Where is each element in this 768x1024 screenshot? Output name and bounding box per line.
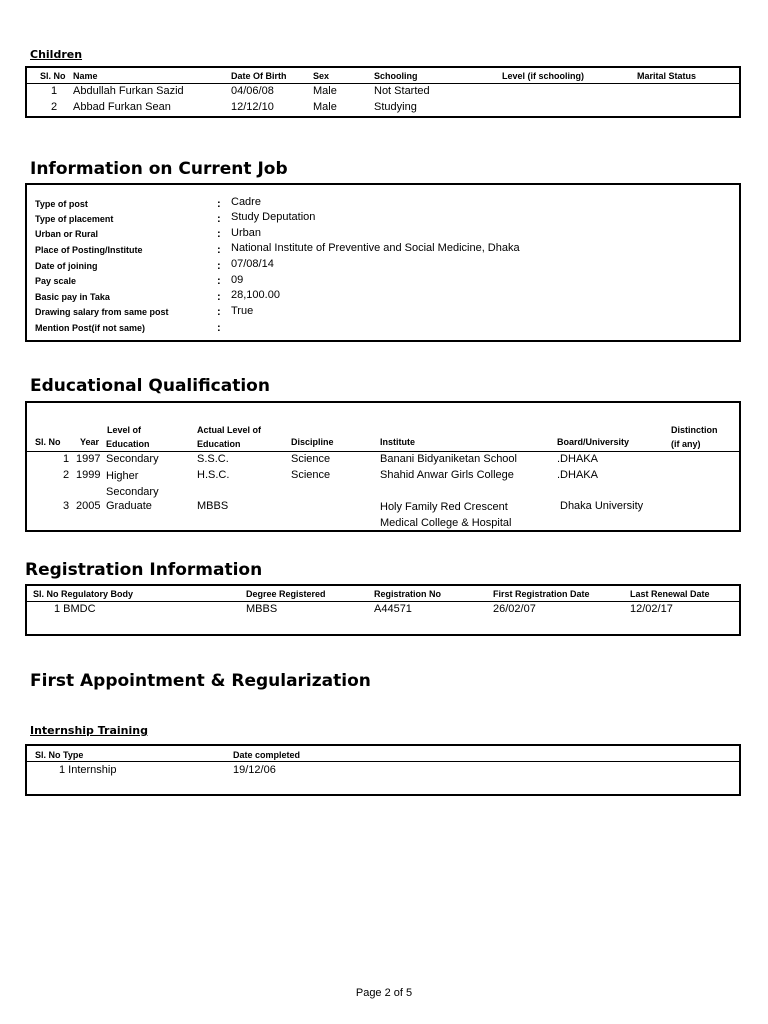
edu-year: 1999 <box>76 469 101 481</box>
edu-level: Secondary <box>106 453 159 465</box>
edu-year: 1997 <box>76 453 101 465</box>
edu-institute-line2: Medical College & Hospital <box>380 517 512 529</box>
edu-level: Graduate <box>106 500 152 512</box>
education-title: Educational Qualification <box>30 376 270 396</box>
col-header-distinction-line2: (if any) <box>671 439 701 449</box>
appointment-title: First Appointment & Regularization <box>30 671 371 691</box>
reg-renewal-date: 12/02/17 <box>630 603 673 615</box>
col-header-level: Level (if schooling) <box>502 71 585 81</box>
field-value: True <box>231 305 254 317</box>
col-header-schooling: Schooling <box>374 71 418 81</box>
child-sl: 1 <box>51 85 58 97</box>
child-dob: 12/12/10 <box>231 101 274 113</box>
field-colon: : <box>217 322 221 334</box>
field-value: Urban <box>231 227 261 239</box>
edu-discipline: Science <box>291 469 331 481</box>
child-dob: 04/06/08 <box>231 85 274 97</box>
col-header-reg-no: Registration No <box>374 589 442 599</box>
edu-institute: Holy Family Red Crescent <box>380 501 508 513</box>
col-header-name: Name <box>73 71 98 81</box>
field-label: Place of Posting/Institute <box>35 245 143 255</box>
field-label: Type of placement <box>35 214 114 224</box>
col-header-sl-regulatory-body: Sl. No Regulatory Body <box>33 589 134 599</box>
child-name: Abdullah Furkan Sazid <box>73 85 184 97</box>
header-divider <box>27 451 739 452</box>
field-colon: : <box>217 275 221 287</box>
children-table <box>25 66 741 118</box>
child-sl: 2 <box>51 101 58 113</box>
col-header-level-line2: Education <box>106 439 150 449</box>
edu-level-line2: Secondary <box>106 486 159 498</box>
col-header-sl-no: Sl. No <box>40 71 66 81</box>
col-header-sl-no: Sl. No <box>35 437 61 447</box>
child-schooling: Not Started <box>374 85 430 97</box>
reg-number: A44571 <box>374 603 412 615</box>
col-header-first-reg-date: First Registration Date <box>493 589 590 599</box>
col-header-sex: Sex <box>313 71 330 81</box>
field-label: Mention Post(if not same) <box>35 323 145 333</box>
field-value: 07/08/14 <box>231 258 274 270</box>
edu-sl: 3 <box>63 500 70 512</box>
internship-sl-type: 1 Internship <box>59 764 117 776</box>
field-label: Basic pay in Taka <box>35 292 110 302</box>
children-heading: Children <box>30 48 83 61</box>
current-job-box <box>25 183 741 342</box>
col-header-last-renewal: Last Renewal Date <box>630 589 710 599</box>
col-header-dob: Date Of Birth <box>231 71 287 81</box>
internship-table <box>25 744 741 796</box>
col-header-date-completed: Date completed <box>233 750 301 760</box>
edu-year: 2005 <box>76 500 101 512</box>
field-value: Cadre <box>231 196 261 208</box>
col-header-sl-type: Sl. No Type <box>35 750 84 760</box>
field-value: Study Deputation <box>231 211 316 223</box>
col-header-discipline: Discipline <box>291 437 334 447</box>
field-colon: : <box>217 213 221 225</box>
field-colon: : <box>217 291 221 303</box>
edu-actual-level: S.S.C. <box>197 453 229 465</box>
education-table <box>25 401 741 532</box>
internship-date: 19/12/06 <box>233 764 276 776</box>
field-value: National Institute of Preventive and Social Medicine, Dhaka <box>231 242 520 254</box>
child-sex: Male <box>313 85 337 97</box>
col-header-level-line1: Level of <box>107 425 142 435</box>
col-header-distinction-line1: Distinction <box>671 425 718 435</box>
field-colon: : <box>217 198 221 210</box>
col-header-institute: Institute <box>380 437 415 447</box>
child-schooling: Studying <box>374 101 417 113</box>
field-label: Type of post <box>35 199 88 209</box>
col-header-board: Board/University <box>557 437 630 447</box>
internship-heading: Internship Training <box>30 724 148 737</box>
reg-sl-body: 1 BMDC <box>54 603 96 615</box>
col-header-degree: Degree Registered <box>246 589 326 599</box>
edu-discipline: Science <box>291 453 331 465</box>
field-colon: : <box>217 260 221 272</box>
col-header-actual-line1: Actual Level of <box>197 425 262 435</box>
edu-board: Dhaka University <box>560 500 644 512</box>
field-label: Drawing salary from same post <box>35 307 169 317</box>
page-number: Page 2 of 5 <box>355 987 413 999</box>
reg-first-date: 26/02/07 <box>493 603 536 615</box>
col-header-actual-line2: Education <box>197 439 241 449</box>
edu-board: .DHAKA <box>557 453 598 465</box>
registration-table <box>25 584 741 636</box>
edu-board: .DHAKA <box>557 469 598 481</box>
field-colon: : <box>217 306 221 318</box>
header-divider <box>27 83 739 84</box>
edu-sl: 1 <box>63 453 70 465</box>
col-header-marital: Marital Status <box>637 71 697 81</box>
edu-sl: 2 <box>63 469 70 481</box>
reg-degree: MBBS <box>246 603 278 615</box>
col-header-year: Year <box>80 437 100 447</box>
child-name: Abbad Furkan Sean <box>73 101 171 113</box>
child-sex: Male <box>313 101 337 113</box>
edu-level: Higher <box>106 470 139 482</box>
edu-actual-level: MBBS <box>197 500 229 512</box>
field-label: Date of joining <box>35 261 98 271</box>
field-label: Urban or Rural <box>35 229 99 239</box>
header-divider <box>27 601 739 602</box>
field-value: 09 <box>231 274 244 286</box>
edu-institute: Banani Bidyaniketan School <box>380 453 517 465</box>
edu-actual-level: H.S.C. <box>197 469 230 481</box>
field-value: 28,100.00 <box>231 289 280 301</box>
edu-institute: Shahid Anwar Girls College <box>380 469 514 481</box>
header-divider <box>27 761 739 762</box>
field-label: Pay scale <box>35 276 77 286</box>
registration-title: Registration Information <box>25 560 263 580</box>
field-colon: : <box>217 244 221 256</box>
current-job-title: Information on Current Job <box>30 159 288 179</box>
field-colon: : <box>217 228 221 240</box>
